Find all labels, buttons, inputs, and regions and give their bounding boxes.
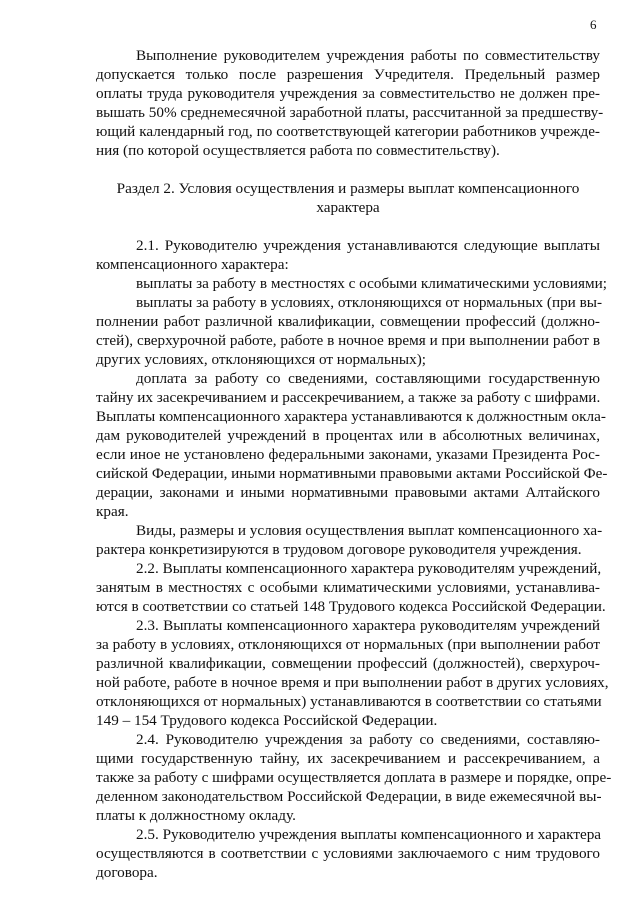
text-line: деленном законодательством Российской Федерации, в виде ежемесячной вы- [96, 788, 602, 805]
text-line: 2.3. Выплаты компенсационного характера руководителям учреждений [136, 617, 600, 634]
text-line: 2.1. Руководителю учреждения устанавливаются следующие выплаты [136, 237, 600, 254]
text-line: выплаты за работу в местностях с особыми климатическими условиями; [136, 275, 607, 292]
text-line: 2.5. Руководителю учреждения выплаты компенсационного и характера [136, 826, 602, 843]
text-line: ния (по которой осуществляется работа по совместительству). [96, 142, 500, 159]
text-line: 149 – 154 Трудового кодекса Российской Федерации. [96, 712, 438, 729]
text-line: ющий календарный год, по соответствующей категории работников учрежде- [96, 123, 600, 140]
text-line: выплаты за работу в условиях, отклоняющихся от нормальных (при вы- [136, 294, 603, 311]
text-line: 2.4. Руководителю учреждения за работу со сведениями, составляю- [136, 731, 600, 748]
text-line: других условиях, отклоняющихся от нормальных); [96, 351, 426, 368]
text-line: ются в соответствии со статьей 148 Трудового кодекса Российской Федерации. [96, 598, 606, 615]
text-line: сийской Федерации, иными нормативными правовыми актами Российской Фе- [96, 465, 608, 482]
text-line: рактера конкретизируются в трудовом договоре руководителя учреждения. [96, 541, 582, 558]
text-line: допускается только после разрешения Учредителя. Предельный размер [96, 66, 600, 83]
text-line: если иное не установлено федеральными законами, указами Президента Рос- [96, 446, 600, 463]
heading-line: Раздел 2. Условия осуществления и размеры выплат компенсационного [116, 180, 580, 197]
text-line: края. [96, 503, 129, 520]
text-line: договора. [96, 864, 158, 881]
text-line: тайну их засекречиванием и рассекречиванием, а также за работу с шифрами. [96, 389, 601, 406]
text-line: полнении работ различной квалификации, совмещении профессий (должно- [96, 313, 600, 330]
text-line: 2.2. Выплаты компенсационного характера руководителям учреждений, [136, 560, 602, 577]
text-line: дерации, законами и иными нормативными правовыми актами Алтайского [96, 484, 600, 501]
text-line: различной квалификации, совмещении профессий (должностей), сверхуроч- [96, 655, 600, 672]
page-number: 6 [590, 17, 597, 32]
text-line: стей), сверхурочной работе, работе в ночное время и при выполнении работ в [96, 332, 600, 349]
text-line: оплаты труда руководителя учреждения за совместительство не должен пре- [96, 85, 600, 102]
text-line: занятым в местностях с особыми климатическими условиями, устанавлива- [96, 579, 600, 596]
text-line: Виды, размеры и условия осуществления выплат компенсационного ха- [136, 522, 603, 539]
text-line: Выполнение руководителем учреждения работы по совместительству [136, 47, 600, 64]
text-line: также за работу с шифрами осуществляется доплата в размере и порядке, опре- [96, 769, 612, 786]
text-line: отклоняющихся от нормальных) устанавливаются в соответствии со статьями [96, 693, 602, 710]
text-line: вышать 50% среднемесячной заработной платы, рассчитанной за предшеству- [96, 104, 604, 121]
text-line: дам руководителей учреждений в процентах или в абсолютных величинах, [96, 427, 600, 444]
heading-line: характера [316, 199, 380, 216]
text-line: за работу в условиях, отклоняющихся от нормальных (при выполнении работ [96, 636, 600, 653]
text-line: компенсационного характера: [96, 256, 289, 273]
text-line: Выплаты компенсационного характера устанавливаются к должностным окла- [96, 408, 606, 425]
text-line: осуществляются в соответствии с условиями заключаемого с ним трудового [96, 845, 600, 862]
text-line: ной работе, работе в ночное время и при выполнении работ в других условиях, [96, 674, 609, 691]
text-line: доплата за работу со сведениями, составляющими государственную [136, 370, 600, 387]
text-line: щими государственную тайну, их засекречиванием и рассекречиванием, а [96, 750, 600, 767]
text-line: платы к должностному окладу. [96, 807, 296, 824]
